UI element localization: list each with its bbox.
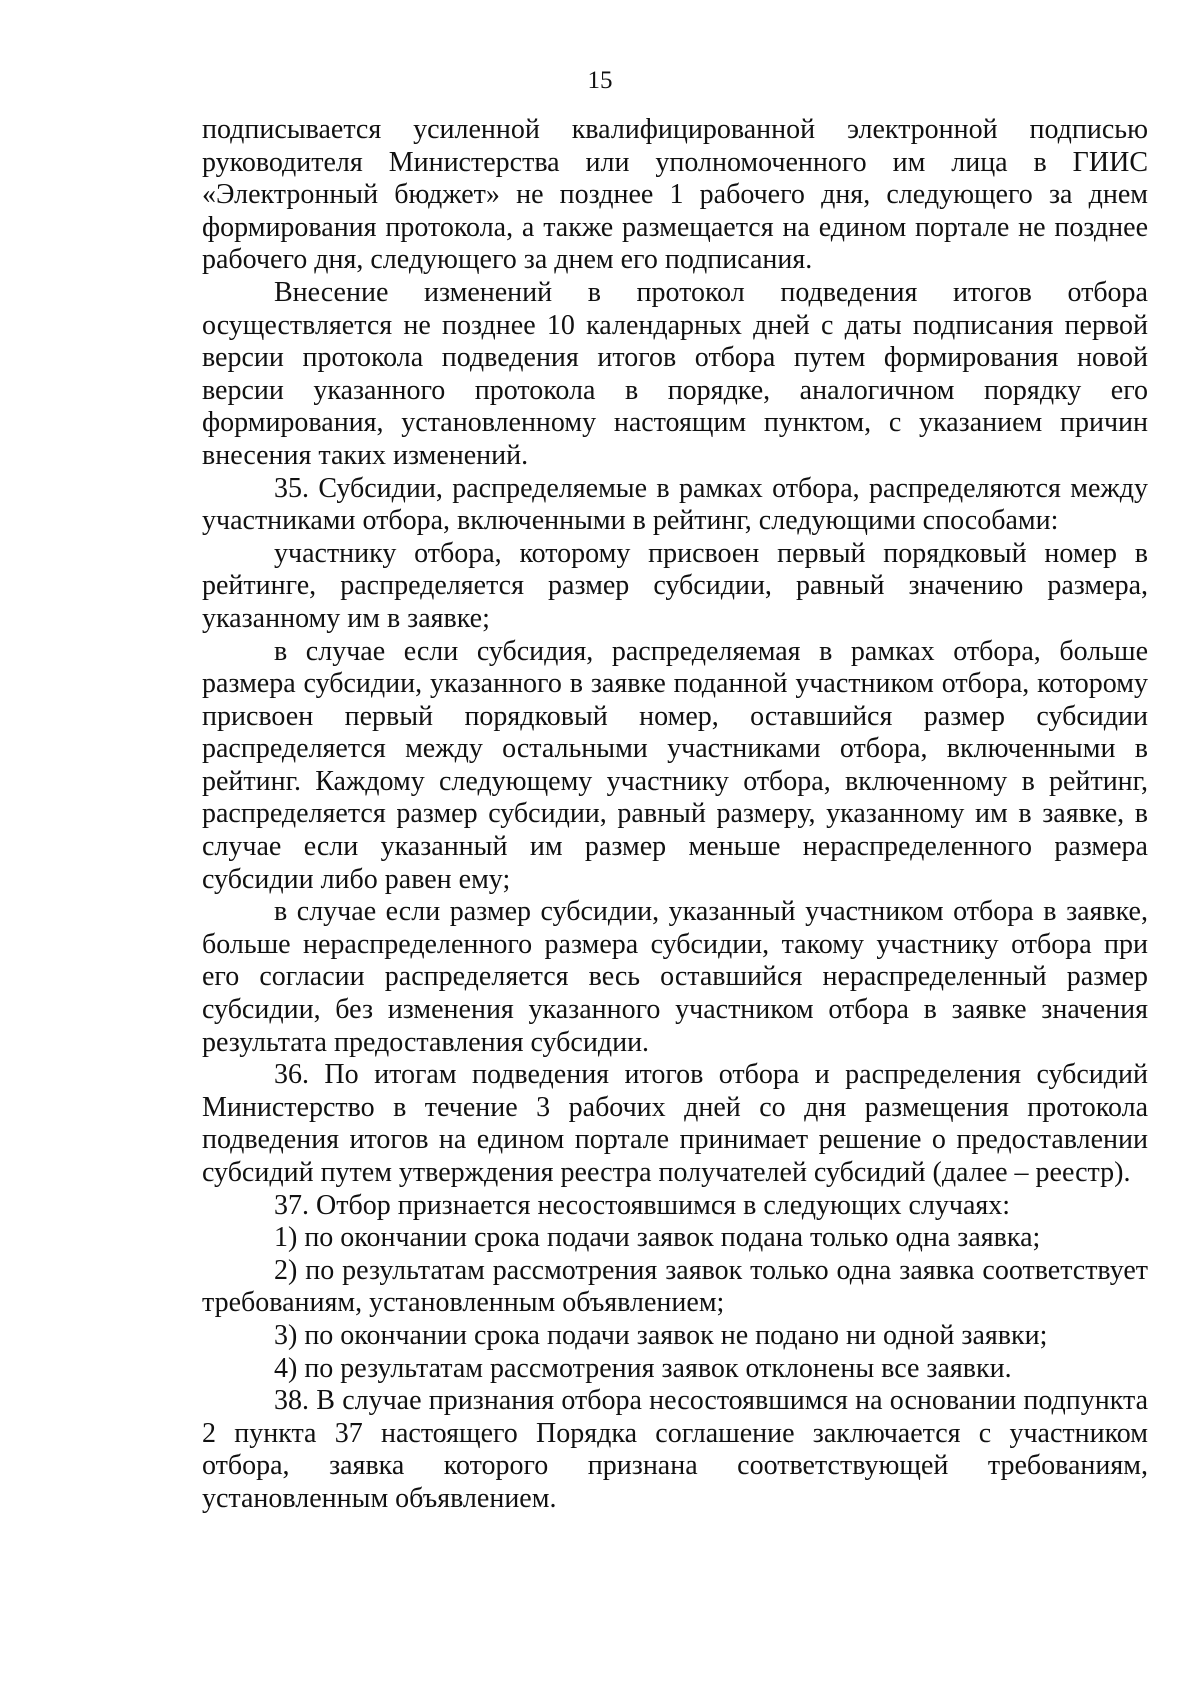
paragraph-35-remaining: в случае если субсидия, распределяемая в рамках отбора, больше размера субсидии, указанного в заявке поданной участником отбора, которому присвоен первый порядковый номер, оставшийся размер субсидии распределяется между остальными участниками отбора, включенными в рейтинг. Каждому следующему участнику отбора, включенному в рейтинг, распределяется размер субсидии, равный размеру, указанному им в заявке, в случае если указанный им размер меньше нераспределенного размера субсидии либо равен ему; (202, 635, 1148, 895)
paragraph-protocol-changes: Внесение изменений в протокол подведения итогов отбора осуществляется не позднее 10 календарных дней с даты подписания первой версии протокола подведения итогов отбора путем формирования новой версии указанного протокола в порядке, аналогичном порядку его формирования, установленному настоящим пунктом, с указанием причин внесения таких изменений. (202, 276, 1148, 471)
page-number: 15 (587, 67, 613, 94)
paragraph-35-first-participant: участнику отбора, которому присвоен первый порядковый номер в рейтинге, распределяется размер субсидии, равный значению размера, указанному им в заявке; (202, 537, 1148, 634)
paragraph-signing: подписывается усиленной квалифицированной электронной подписью руководителя Министерства или уполномоченного им лица в ГИИС «Электронный бюджет» не позднее 1 рабочего дня, следующего за днем формирования протокола, а также размещается на едином портале не позднее рабочего дня, следующего за днем его подписания. (202, 114, 1148, 276)
document-body (202, 114, 1148, 1516)
paragraph-36: 36. По итогам подведения итогов отбора и распределения субсидий Министерство в течение 3 рабочих дней со дня размещения протокола подведения итогов на едином портале принимает решение о предоставлении субсидий путем утверждения реестра получателей субсидий (далее – реестр). (202, 1059, 1148, 1188)
paragraph-37-item-3: 3) по окончании срока подачи заявок не подано ни одной заявки; (274, 1319, 1048, 1351)
paragraph-37-item-4: 4) по результатам рассмотрения заявок отклонены все заявки. (274, 1352, 1012, 1384)
paragraph-37-item-1: 1) по окончании срока подачи заявок подана только одна заявка; (274, 1222, 1041, 1254)
paragraph-35: 35. Субсидии, распределяемые в рамках отбора, распределяются между участниками отбора, включенными в рейтинг, следующими способами: (202, 472, 1148, 537)
paragraph-37: 37. Отбор признается несостоявшимся в следующих случаях: (274, 1189, 1011, 1221)
paragraph-35-exceeding: в случае если размер субсидии, указанный участником отбора в заявке, больше нераспределенного размера субсидии, такому участнику отбора при его согласии распределяется весь оставшийся нераспределенный размер субсидии, без изменения указанного участником отбора в заявке значения результата предоставления субсидии. (202, 896, 1148, 1058)
paragraph-37-item-2: 2) по результатам рассмотрения заявок только одна заявка соответствует требованиям, установленным объявлением; (202, 1254, 1148, 1319)
paragraph-38: 38. В случае признания отбора несостоявшимся на основании подпункта 2 пункта 37 настоящего Порядка соглашение заключается с участником отбора, заявка которого признана соответствующей требованиям, установленным объявлением. (202, 1385, 1148, 1514)
